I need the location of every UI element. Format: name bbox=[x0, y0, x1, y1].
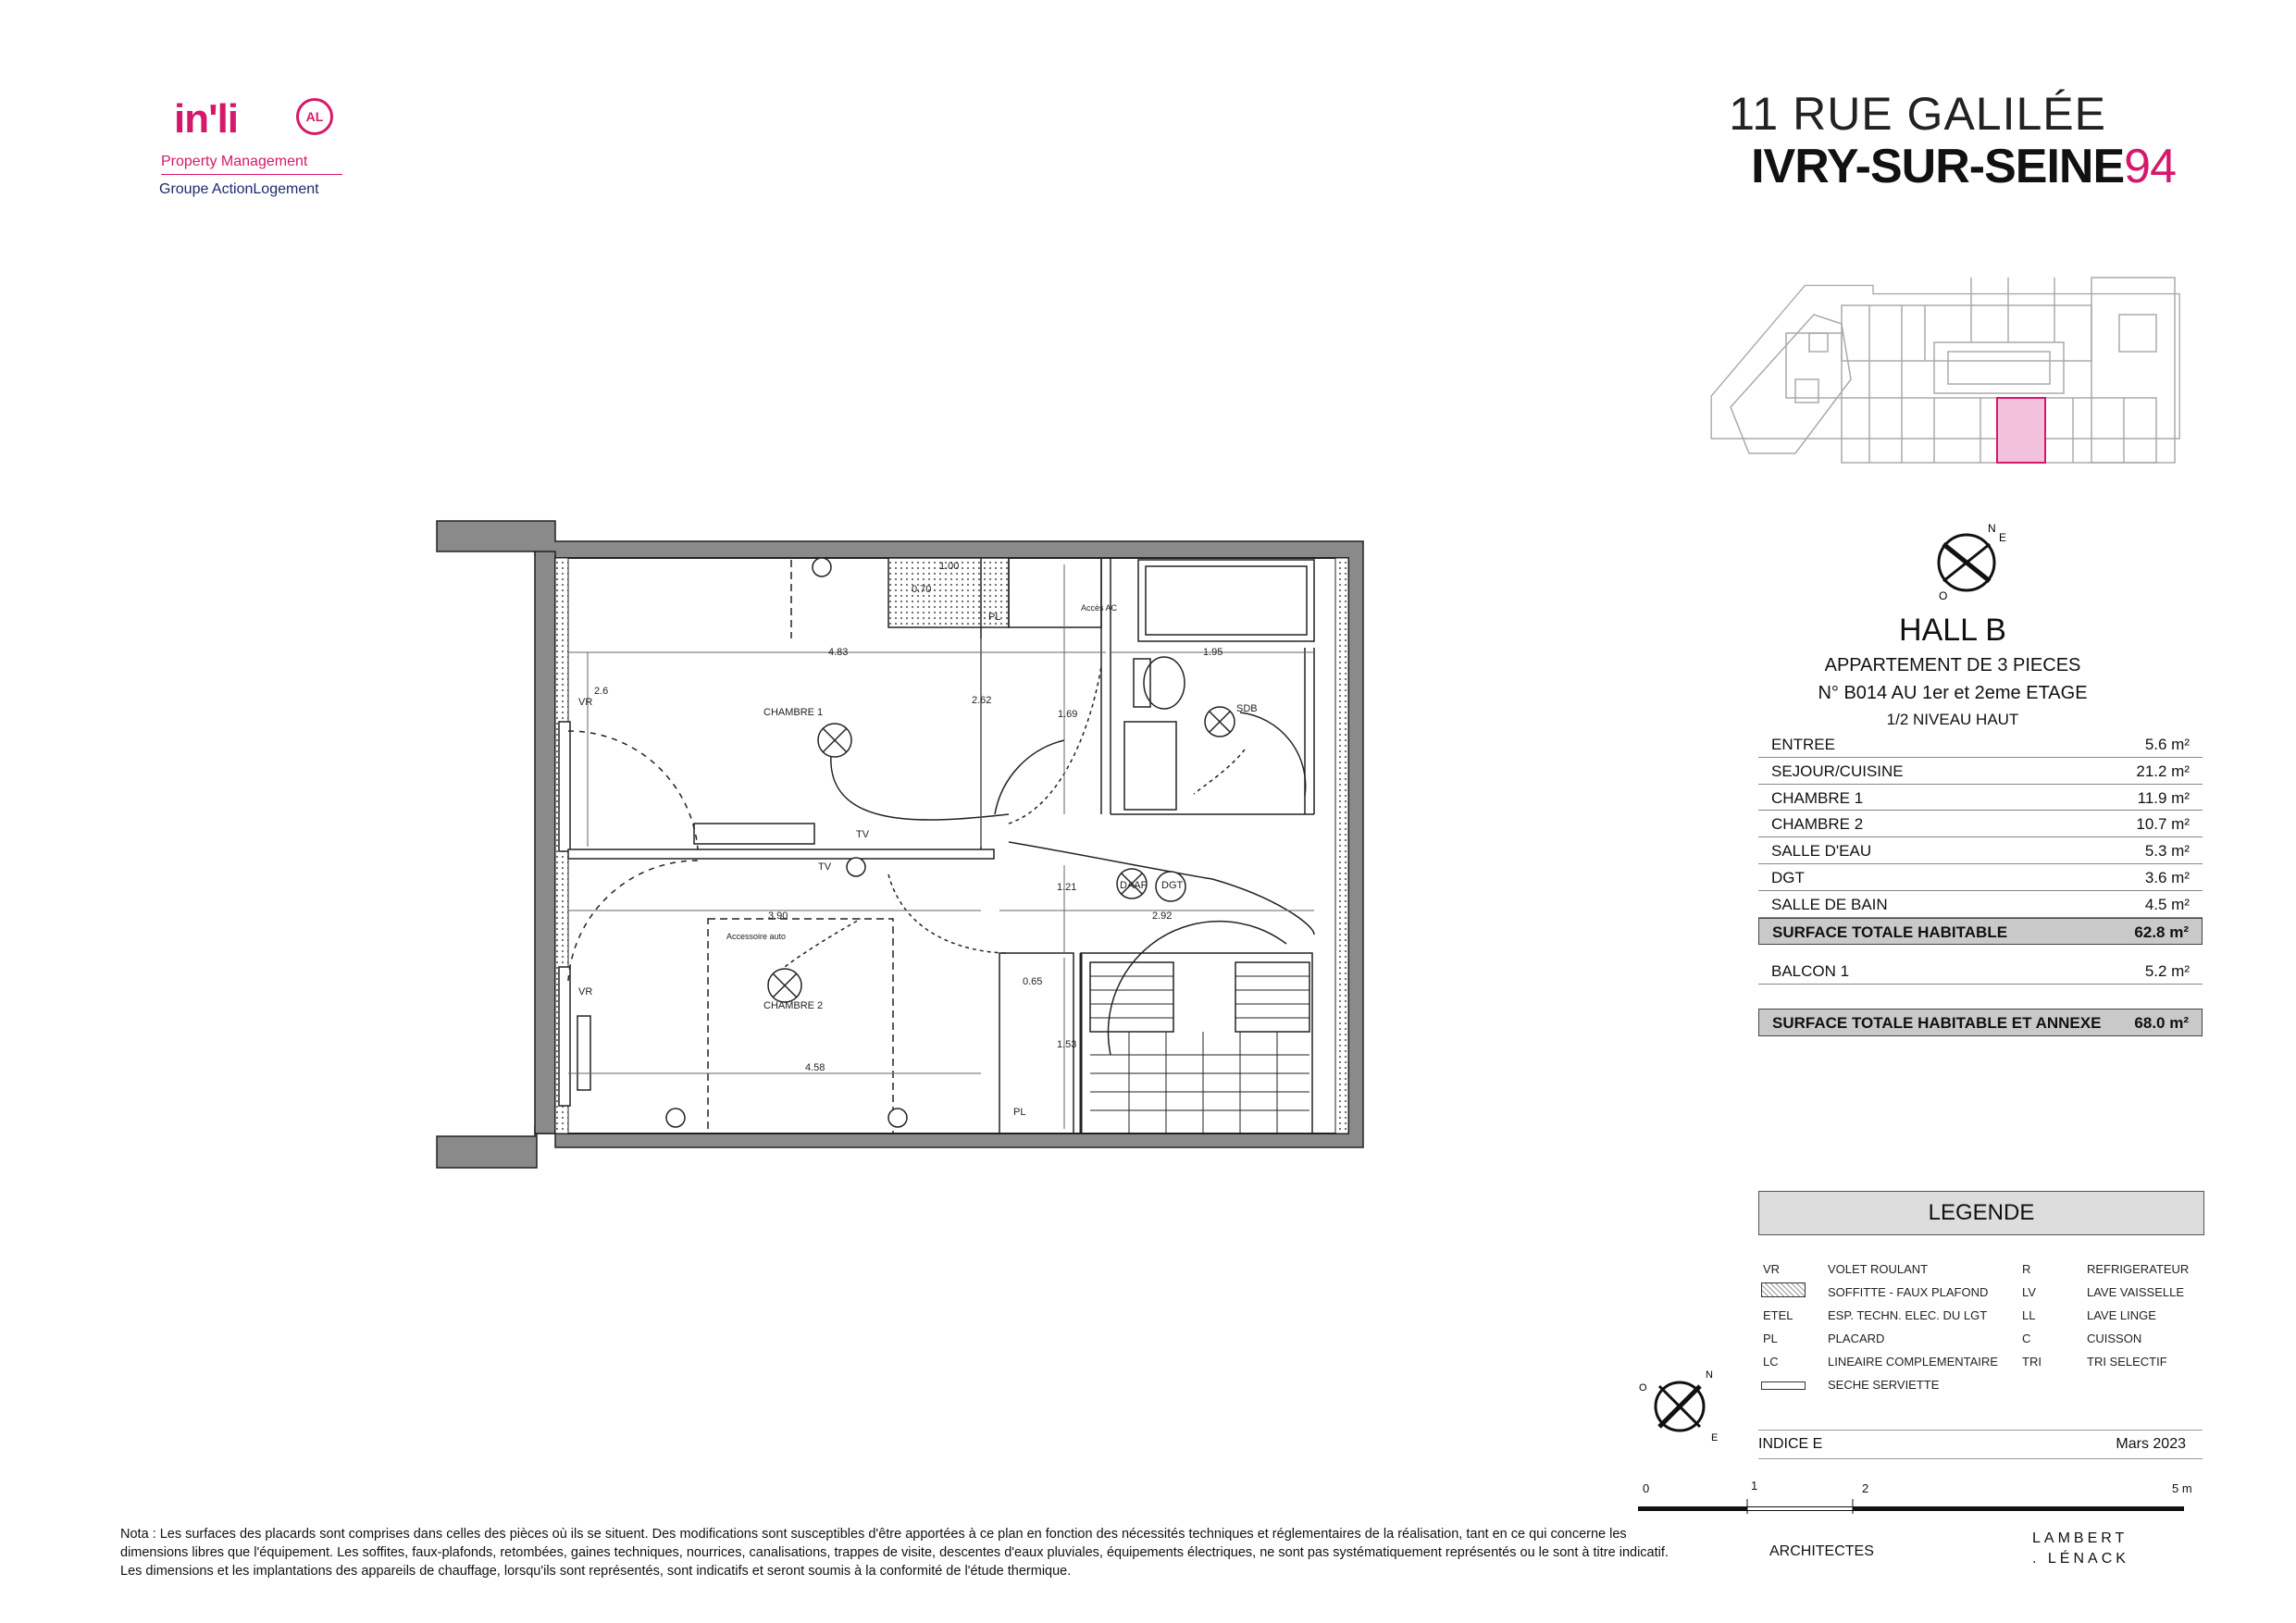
compass-west-label: O bbox=[1639, 1382, 1647, 1394]
compass-north-label: N bbox=[1706, 1369, 1713, 1381]
legal-note: Nota : Les surfaces des placards sont comprises dans celles des pièces où ils se situent. Des modifications sont susceptibles d'être apportées à ce plan en fonction des nécessités techniques et réglementaires de la réalisation, tant en ce qui concerne les dimensions libres que l'équipement. Les soffites, faux-plafonds, retombées, gaines techniques, nourrices, canalisations, trappes de visite, descentes d'eaux pluviales, équipements électriques, ne sont pas systématiquement représentés ou le sont à titre indicatif. Les dimensions et les implantations des appareils de chauffage, lorsqu'ils sont représentés, sont indicatifs et seront soumis à la conformité de l'étude thermique. bbox=[120, 1527, 1669, 1579]
smoke-detector-label: DAAF bbox=[1120, 880, 1148, 891]
legend-code: PL bbox=[1763, 1332, 1778, 1345]
firm-line: . LÉNACK bbox=[2032, 1551, 2129, 1567]
surface-row bbox=[1758, 837, 2203, 864]
compass-small-icon bbox=[1633, 1365, 1726, 1448]
compass-east-label: E bbox=[1999, 531, 2007, 544]
surface-label: DGT bbox=[1771, 868, 1805, 886]
logo-badge: AL bbox=[296, 98, 333, 135]
legend-text: SECHE SERVIETTE bbox=[1828, 1378, 1940, 1392]
dimension-label: 0.65 bbox=[1023, 976, 1043, 987]
surface-label: SEJOUR/CUISINE bbox=[1771, 762, 1904, 780]
balcony-label: BALCON 1 bbox=[1771, 962, 1850, 980]
hall-title: HALL B bbox=[1899, 613, 2006, 648]
apartment-type: APPARTEMENT DE 3 PIECES bbox=[1824, 655, 2081, 675]
surface-value: 5.6 m² bbox=[2144, 736, 2190, 753]
dimension-label: 4.83 bbox=[828, 647, 849, 658]
legend-text: CUISSON bbox=[2087, 1332, 2142, 1345]
compass-icon bbox=[1925, 518, 2008, 601]
surface-table bbox=[1758, 731, 2203, 945]
logo-tagline: Property Management bbox=[161, 154, 308, 169]
address-city bbox=[1751, 139, 2176, 194]
legend-code: C bbox=[2022, 1332, 2031, 1345]
dimension-label: 1.21 bbox=[1057, 882, 1077, 893]
legend-text: TRI SELECTIF bbox=[2087, 1355, 2167, 1369]
firm-line: LAMBERT bbox=[2032, 1530, 2128, 1546]
legend-text: REFRIGERATEUR bbox=[2087, 1262, 2190, 1276]
dgt-label: DGT bbox=[1161, 880, 1184, 891]
scale-label: 2 bbox=[1862, 1481, 1869, 1495]
compass-north-label: N bbox=[1988, 522, 1996, 535]
legend-text: LAVE VAISSELLE bbox=[2087, 1285, 2185, 1299]
surface-row bbox=[1758, 785, 2203, 812]
surface-row bbox=[1758, 731, 2203, 758]
legend-code: R bbox=[2022, 1262, 2031, 1276]
dimension-label: 1.69 bbox=[1058, 709, 1078, 720]
surface-label: SALLE DE BAIN bbox=[1771, 895, 1888, 913]
access-label: Accès AC bbox=[1081, 603, 1118, 613]
compass-east-label: E bbox=[1711, 1432, 1719, 1443]
surface-value: 21.2 m² bbox=[2136, 762, 2190, 780]
company-logo bbox=[157, 93, 361, 213]
legend-text: LINEAIRE COMPLEMENTAIRE bbox=[1828, 1355, 1998, 1369]
building-key-plan bbox=[1703, 268, 2184, 481]
scale-label: 5 m bbox=[2172, 1481, 2192, 1495]
dimension-label: 3.90 bbox=[768, 911, 788, 922]
legend-text: PLACARD bbox=[1828, 1332, 1885, 1345]
window-chambre-2 bbox=[559, 967, 570, 1106]
room-label-chambre-1: CHAMBRE 1 bbox=[763, 707, 824, 718]
dimension-label: 2.62 bbox=[972, 695, 992, 706]
legend-code: LV bbox=[2022, 1285, 2036, 1299]
surface-total-label: SURFACE TOTALE HABITABLE bbox=[1772, 923, 2008, 941]
shutter-label: VR bbox=[578, 697, 593, 708]
apartment-number: N° B014 AU 1er et 2eme ETAGE bbox=[1818, 683, 2088, 703]
apartment-level: 1/2 NIVEAU HAUT bbox=[1886, 711, 2019, 728]
scale-label: 0 bbox=[1643, 1481, 1650, 1495]
city-name: IVRY-SUR-SEINE bbox=[1751, 140, 2125, 193]
towel-dryer-icon bbox=[1761, 1381, 1806, 1390]
architects-label: ARCHITECTES bbox=[1769, 1543, 1874, 1559]
surface-total-value: 62.8 m² bbox=[2134, 923, 2189, 941]
window-chambre-1 bbox=[559, 722, 570, 851]
revision-date: Mars 2023 bbox=[2116, 1436, 2186, 1452]
legend-text: LAVE LINGE bbox=[2087, 1308, 2156, 1322]
surface-label: SALLE D'EAU bbox=[1771, 842, 1872, 861]
surface-row bbox=[1758, 864, 2203, 891]
legend-text: ESP. TECHN. ELEC. DU LGT bbox=[1828, 1308, 1988, 1322]
floor-plan bbox=[426, 518, 1379, 1184]
total-annexe-row bbox=[1758, 1009, 2203, 1036]
room-label-sdb: SDB bbox=[1236, 703, 1258, 714]
legend-code: ETEL bbox=[1763, 1308, 1793, 1322]
logo-brand: in'li bbox=[174, 96, 239, 142]
surface-label: CHAMBRE 2 bbox=[1771, 815, 1864, 834]
logo-group: Groupe ActionLogement bbox=[159, 181, 319, 197]
dimension-label: 1.53 bbox=[1057, 1039, 1077, 1050]
surface-label: ENTREE bbox=[1771, 736, 1835, 753]
department-number: 94 bbox=[2124, 140, 2176, 193]
access-label: Accessoire auto bbox=[726, 932, 787, 941]
dimension-label: 2.6 bbox=[594, 686, 609, 697]
surface-value: 3.6 m² bbox=[2144, 868, 2190, 886]
legend-text: VOLET ROULANT bbox=[1828, 1262, 1929, 1276]
legend-text: SOFFITTE - FAUX PLAFOND bbox=[1828, 1285, 1989, 1299]
address-street: 11 RUE GALILÉE bbox=[1729, 88, 2106, 140]
revision-index bbox=[1758, 1430, 2203, 1459]
legend-code: LC bbox=[1763, 1355, 1779, 1369]
surface-label: CHAMBRE 1 bbox=[1771, 788, 1864, 807]
legend-code: LL bbox=[2022, 1308, 2036, 1322]
surface-row bbox=[1758, 891, 2203, 918]
revision-label: INDICE E bbox=[1758, 1436, 1823, 1452]
dimension-label: 4.58 bbox=[805, 1062, 825, 1073]
dimension-label: 2.92 bbox=[1152, 911, 1173, 922]
logo-divider bbox=[161, 174, 342, 175]
surface-row bbox=[1758, 811, 2203, 837]
surface-value: 10.7 m² bbox=[2136, 815, 2190, 834]
apartment-interior bbox=[555, 558, 1348, 1134]
surface-value: 5.3 m² bbox=[2144, 842, 2190, 861]
balcony-row bbox=[1758, 958, 2203, 985]
shutter-label: VR bbox=[578, 986, 593, 997]
scale-label: 1 bbox=[1751, 1479, 1758, 1493]
surface-value: 11.9 m² bbox=[2137, 788, 2190, 807]
soffite-pattern-icon bbox=[1761, 1282, 1806, 1297]
dimension-label: 1.00 bbox=[939, 561, 960, 572]
architect-firm-logo bbox=[2032, 1529, 2129, 1569]
closet-label: PL bbox=[1013, 1107, 1026, 1118]
legend-title: LEGENDE bbox=[1758, 1191, 2204, 1235]
legend-code: VR bbox=[1763, 1262, 1781, 1276]
apartment-location-highlight bbox=[1997, 398, 2045, 463]
room-label-chambre-2: CHAMBRE 2 bbox=[763, 1000, 824, 1011]
total-annexe-label: SURFACE TOTALE HABITABLE ET ANNEXE bbox=[1772, 1014, 2102, 1032]
surface-row bbox=[1758, 758, 2203, 785]
scale-bar bbox=[1638, 1499, 2193, 1518]
tv-outlet-label: TV bbox=[818, 861, 832, 873]
balcony-value: 5.2 m² bbox=[2144, 962, 2190, 980]
total-annexe-value: 68.0 m² bbox=[2134, 1014, 2189, 1032]
dimension-label: 1.95 bbox=[1203, 647, 1223, 658]
surface-value: 4.5 m² bbox=[2144, 895, 2190, 913]
compass-west-label: O bbox=[1939, 589, 1948, 601]
dimension-label: 0.70 bbox=[912, 584, 932, 595]
legend-code: TRI bbox=[2022, 1355, 2042, 1369]
closet-label: PL bbox=[988, 612, 1001, 623]
tv-outlet-label: TV bbox=[856, 829, 870, 840]
surface-total-row bbox=[1758, 918, 2203, 946]
